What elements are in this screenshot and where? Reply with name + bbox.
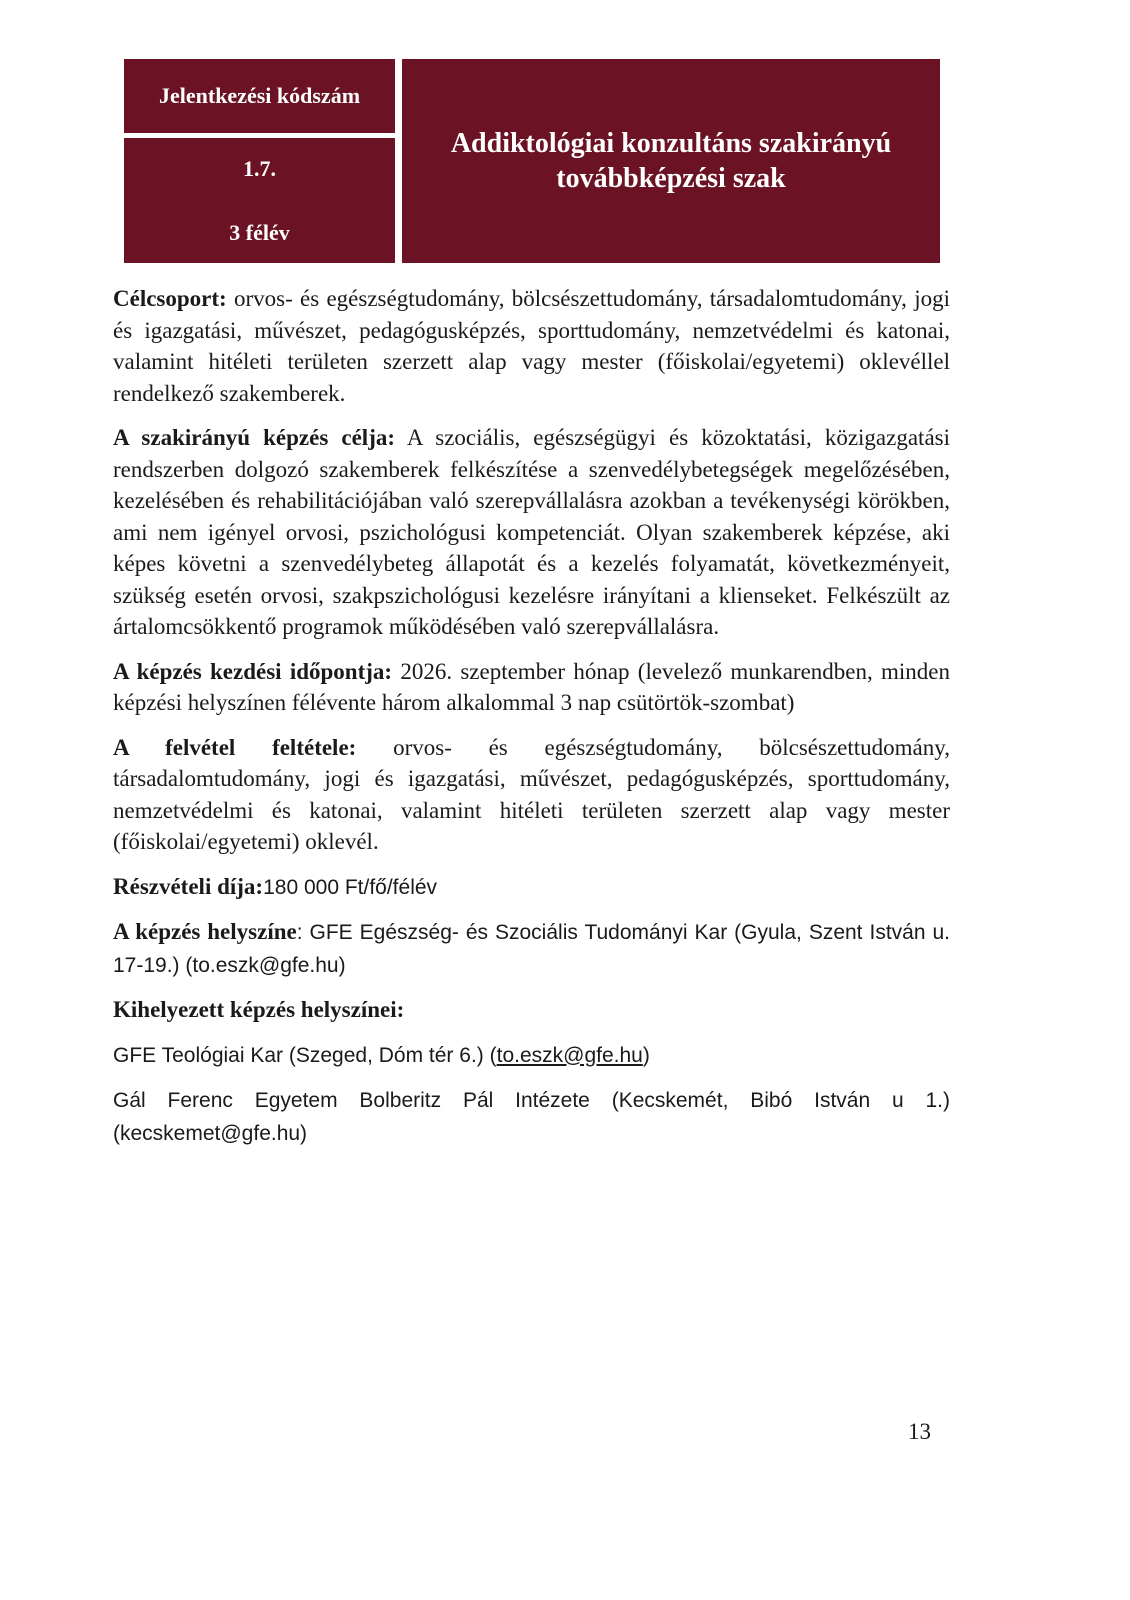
start-date-label: A képzés kezdési időpontja: <box>113 658 393 684</box>
site-szeged-email-link[interactable]: to.eszk@gfe.hu <box>496 1043 643 1067</box>
fee-label: Részvételi díja: <box>113 873 264 899</box>
goal-label: A szakirányú képzés célja: <box>113 425 396 450</box>
page-number: 13 <box>908 1419 931 1444</box>
location-paragraph <box>113 916 950 981</box>
application-code-cell <box>124 138 395 263</box>
site-szeged-prefix: GFE Teológiai Kar (Szeged, Dóm tér 6.) ( <box>113 1043 497 1067</box>
target-group-text: orvos- és egészségtudomány, bölcsészettudomány, társadalomtudomány, jogi és igazgatási, művészet, pedagógusképzés, sporttudomány, nemzetvédelmi és katonai, valamint hitéleti területen szerzett alap vagy mester (főiskolai/egyetemi) oklevéllel rendelkező szakemberek. <box>113 286 950 406</box>
start-date-text: 2026. szeptember hónap (levelező munkarendben, minden képzési helyszínen félévente három alkalommal 3 nap csütörtök-szombat) <box>113 658 950 715</box>
fee-paragraph <box>113 871 950 904</box>
location-label: A képzés helyszíne <box>113 919 297 944</box>
location-text: : GFE Egészség- és Szociális Tudományi Kar (Gyula, Szent István u. 17-19.) (to.eszk@gfe.hu) <box>113 921 950 977</box>
site-kecskemet-text: Gál Ferenc Egyetem Bolberitz Pál Intézete (Kecskemét, Bibó István u 1.) (kecskemet@gfe.hu) <box>113 1089 950 1145</box>
site-szeged-suffix: ) <box>642 1043 650 1067</box>
satellite-heading-paragraph <box>113 994 950 1026</box>
fee-value: 180 000 Ft/fő/félév <box>263 875 438 899</box>
program-header <box>124 59 940 263</box>
admission-text: orvos- és egészségtudomány, bölcsészettudomány, társadalomtudomány, jogi és igazgatási, művészet, pedagógusképzés, sporttudomány, nemzetvédelmi és katonai, valamint hitéleti területen szerzett alap vagy mester (főiskolai/egyetemi) oklevél. <box>113 734 950 854</box>
target-group-paragraph <box>113 283 950 409</box>
satellite-site-kecskemet <box>113 1084 950 1149</box>
satellite-heading: Kihelyezett képzés helyszínei: <box>113 997 405 1022</box>
program-details <box>113 283 950 1162</box>
admission-paragraph <box>113 732 950 858</box>
target-group-label: Célcsoport: <box>113 286 227 311</box>
application-code-label: Jelentkezési kódszám <box>124 59 395 133</box>
start-date-paragraph <box>113 656 950 719</box>
satellite-site-szeged <box>113 1039 950 1072</box>
admission-label: A felvétel feltétele: <box>113 734 357 760</box>
program-duration: 3 félév <box>229 219 290 245</box>
goal-paragraph <box>113 422 950 643</box>
application-code: 1.7. <box>243 155 276 181</box>
program-title: Addiktológiai konzultáns szakirányú továbbképzési szak <box>402 59 940 263</box>
goal-text: A szociális, egészségügyi és közoktatási, közigazgatási rendszerben dolgozó szakemberek felkészítése a szenvedélybetegségek megelőzésében, kezelésében és rehabilitációjában való szerepvállalásra azokban a tevékenységi körökben, ami nem igényel orvosi, pszichológusi kompetenciát. Olyan szakemberek képzése, aki képes követni a szenvedélybeteg állapotát és a kezelés folyamatát, következményeit, szükség esetén orvosi, szakpszichológusi kezelésre irányítani a klienseket. Felkészült az ártalomcsökkentő programok működésében való szerepvállalásra. <box>113 425 950 639</box>
